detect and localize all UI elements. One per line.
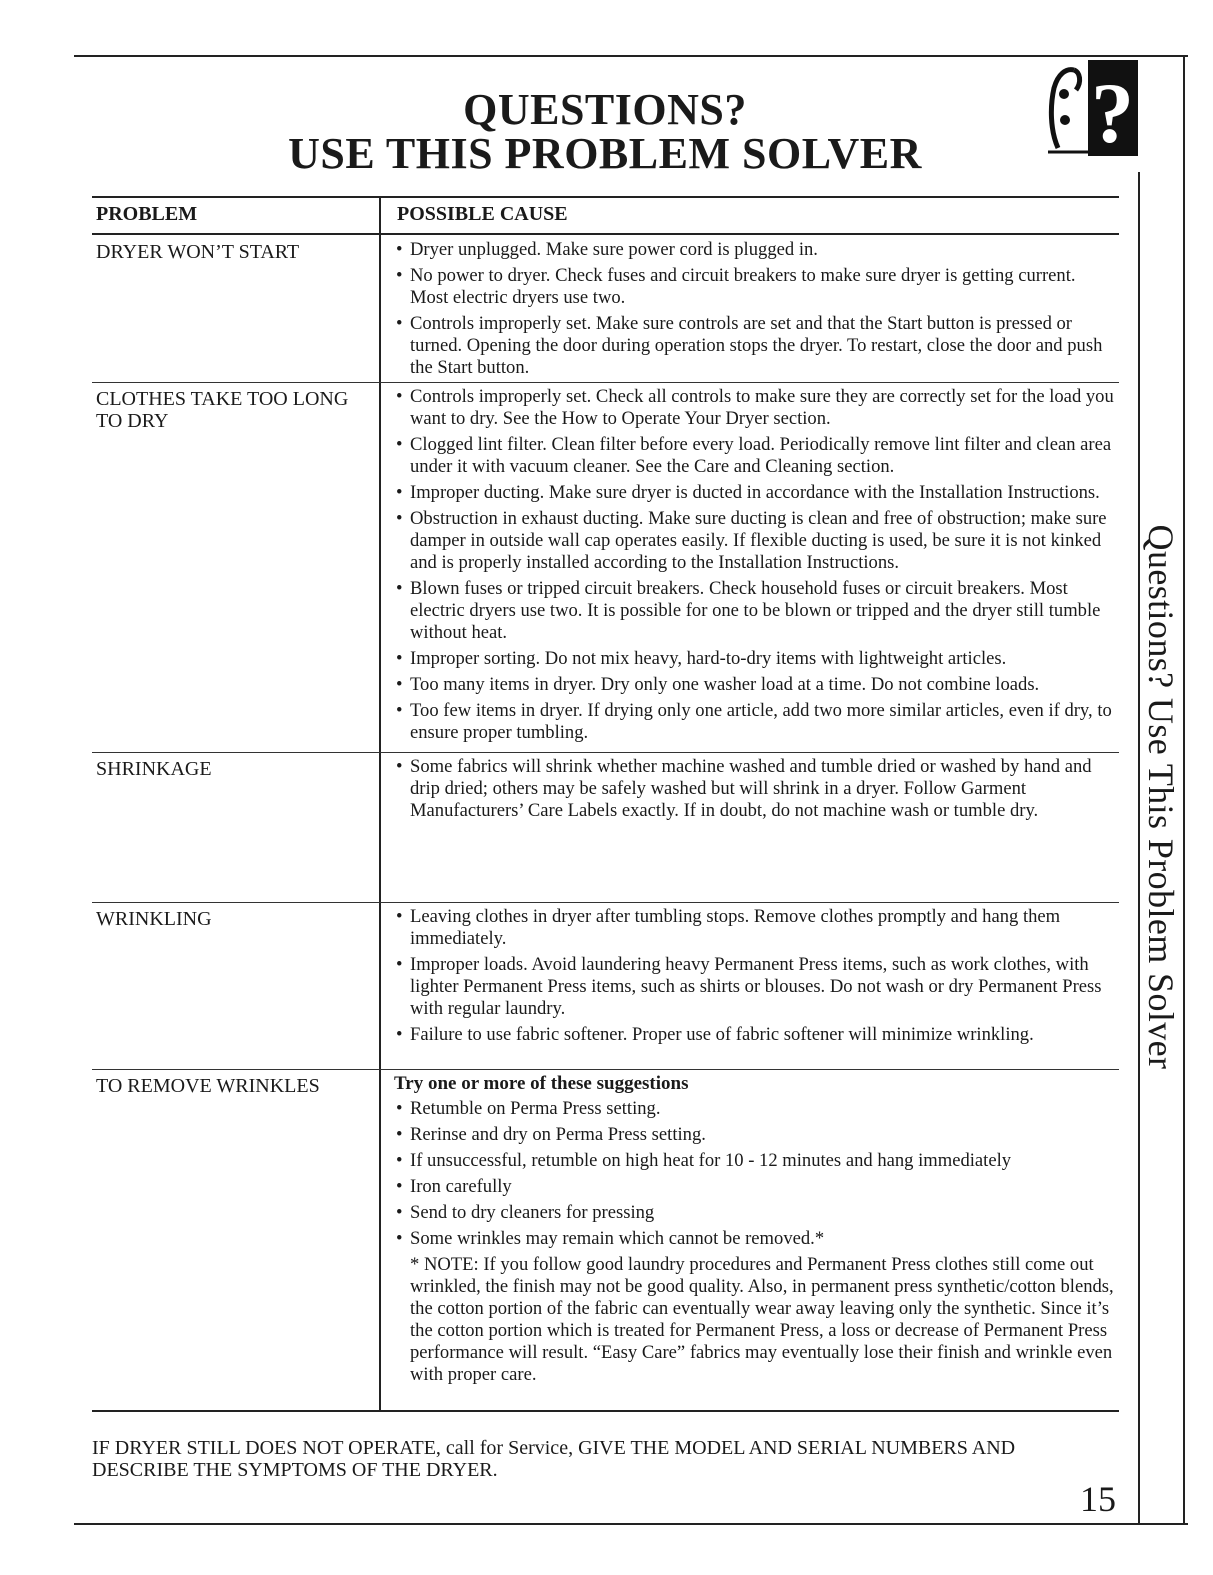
cause-text: Too few items in dryer. If drying only one article, add two more similar articles, even if dry, to ensure proper tumbling. [410,700,1112,743]
cause-item [394,313,1114,379]
cause-text: Send to dry cleaners for pressing [410,1202,655,1223]
table-top-rule [92,196,1119,198]
bullet-icon: • [396,700,403,721]
bullet-icon: • [396,648,403,669]
right-rule [1183,55,1185,1525]
cause-item [394,386,1114,430]
bullet-icon: • [396,1176,403,1197]
bullet-icon: • [396,313,403,334]
cause-text: Controls improperly set. Check all controls to make sure they are correctly set for the load you want to dry. See the How to Operate Your Dryer section. [410,386,1114,429]
cause-text: If unsuccessful, retumble on high heat for 10 - 12 minutes and hang immediately [410,1150,1012,1171]
cause-item [394,1150,1114,1172]
cause-text: Improper sorting. Do not mix heavy, hard-to-dry items with lightweight articles. [410,648,1007,669]
cause-text: Too many items in dryer. Dry only one washer load at a time. Do not combine loads. [410,674,1040,695]
bullet-icon: • [396,756,403,777]
cause-item [394,700,1114,744]
bullet-icon: • [396,265,403,286]
cause-text: Obstruction in exhaust ducting. Make sure ducting is clean and free of obstruction; make sure damper in outside wall cap operates easily. If flexible ducting is used, be sure it is not kinked and is properly installed according to the Installation Instructions. [410,508,1107,573]
sidebar-rule [1138,172,1140,1524]
cause-text: Retumble on Perma Press setting. [410,1098,661,1119]
cause-item [394,578,1114,644]
cause-item [394,954,1114,1020]
table-bottom-rule [92,1410,1119,1412]
header-rule [92,233,1119,235]
bullet-icon: • [396,906,403,927]
bottom-rule [74,1523,1188,1525]
problem-label: WRINKLING [96,908,212,930]
bullet-icon: • [396,482,403,503]
page-title-line-2: USE THIS PROBLEM SOLVER [288,129,922,178]
row-separator [92,752,1119,753]
svg-text:?: ? [1091,65,1134,156]
possible-causes [394,386,1114,748]
cause-text: Improper ducting. Make sure dryer is ducted in accordance with the Installation Instructions. [410,482,1100,503]
cause-item [394,756,1114,822]
bullet-icon: • [396,1024,403,1045]
footnote: * NOTE: If you follow good laundry procedures and Permanent Press clothes still come out wrinkled, the finish may not be good quality. Also, in permanent press synthetic/cotton blends, the cotton portion of the fabric can eventually wear away leaving only the synthetic. Since it’s the cotton portion which is treated for Permanent Press, a loss or decrease of Permanent Press performance will result. “Easy Care” fabrics may eventually lose their finish and wrinkle even with proper care. [410,1254,1114,1385]
cause-text: Leaving clothes in dryer after tumbling stops. Remove clothes promptly and hang them immediately. [410,906,1061,949]
cause-item [394,1202,1114,1224]
bullet-icon: • [396,1228,403,1249]
bullet-icon: • [396,578,403,599]
bullet-icon: • [396,674,403,695]
cause-item [394,239,1114,261]
cause-text: Improper loads. Avoid laundering heavy Permanent Press items, such as work clothes, with lighter Permanent Press items, such as shirts or blouses. Do not wash or dry Permanent Press with regular laundry. [410,954,1102,1019]
bullet-icon: • [396,434,403,455]
problem-label: SHRINKAGE [96,758,212,780]
cause-text: Some fabrics will shrink whether machine washed and tumble dried or washed by hand and drip dried; others may be safely washed but will shrink in a dryer. Follow Garment Manufacturers’ Care Labels exactly. If in doubt, do not machine wash or tumble dry. [410,756,1092,821]
bullet-icon: • [396,508,403,529]
cause-item [394,482,1114,504]
bullet-icon: • [396,1098,403,1119]
bullet-icon: • [396,386,403,407]
row-separator [92,1069,1119,1070]
bullet-icon: • [396,954,403,975]
service-note: IF DRYER STILL DOES NOT OPERATE, call for Service, GIVE THE MODEL AND SERIAL NUMBERS AND DESCRIBE THE SYMPTOMS OF THE DRYER. [92,1437,1016,1481]
cause-item [394,906,1114,950]
cause-text: Clogged lint filter. Clean filter before every load. Periodically remove lint filter and clean area under it with vacuum cleaner. See the Care and Cleaning section. [410,434,1112,477]
cause-text: No power to dryer. Check fuses and circuit breakers to make sure dryer is getting current. Most electric dryers use two. [410,265,1076,308]
bullet-icon: • [396,239,403,260]
problem-label: DRYER WON’T START [96,241,300,263]
possible-causes [394,906,1114,1050]
cause-item [394,1124,1114,1146]
cause-item [394,1024,1114,1046]
column-divider [379,196,381,1412]
cause-text: Blown fuses or tripped circuit breakers. Check household fuses or circuit breakers. Most electric dryers use two. It is possible for one to be blown or tripped and the dryer still tumble without heat. [410,578,1101,643]
row-separator [92,382,1119,383]
column-header-problem: PROBLEM [96,203,198,225]
sidebar-section-title: Questions? Use This Problem Solver [1141,524,1181,1070]
column-header-possible-cause: POSSIBLE CAUSE [397,203,568,225]
row-separator [92,902,1119,903]
cause-text: Rerinse and dry on Perma Press setting. [410,1124,706,1145]
cause-item [394,1098,1114,1120]
cause-item [394,508,1114,574]
suggestions-lead: Try one or more of these suggestions [394,1073,689,1094]
question-mark-icon [1044,60,1138,156]
cause-item [394,1228,1114,1250]
possible-causes [394,1073,1114,1386]
cause-text: Iron carefully [410,1176,512,1197]
cause-item [394,674,1114,696]
bullet-icon: • [396,1202,403,1223]
top-rule [74,55,1188,57]
page-number: 15 [1080,1479,1116,1519]
cause-item [394,265,1114,309]
cause-text: Controls improperly set. Make sure controls are set and that the Start button is pressed or turned. Opening the door during operation stops the dryer. To restart, close the door and push the Start button. [410,313,1103,378]
page-title-line-1: QUESTIONS? [463,85,747,134]
cause-text: Failure to use fabric softener. Proper use of fabric softener will minimize wrinkling. [410,1024,1034,1045]
cause-item [394,1176,1114,1198]
cause-text: Dryer unplugged. Make sure power cord is plugged in. [410,239,818,260]
possible-causes [394,239,1114,383]
cause-text: Some wrinkles may remain which cannot be removed.* [410,1228,825,1249]
possible-causes [394,756,1114,826]
cause-item [394,648,1114,670]
bullet-icon: • [396,1124,403,1145]
bullet-icon: • [396,1150,403,1171]
problem-label: TO REMOVE WRINKLES [96,1075,320,1097]
problem-label: CLOTHES TAKE TOO LONG TO DRY [96,388,349,432]
cause-item [394,434,1114,478]
